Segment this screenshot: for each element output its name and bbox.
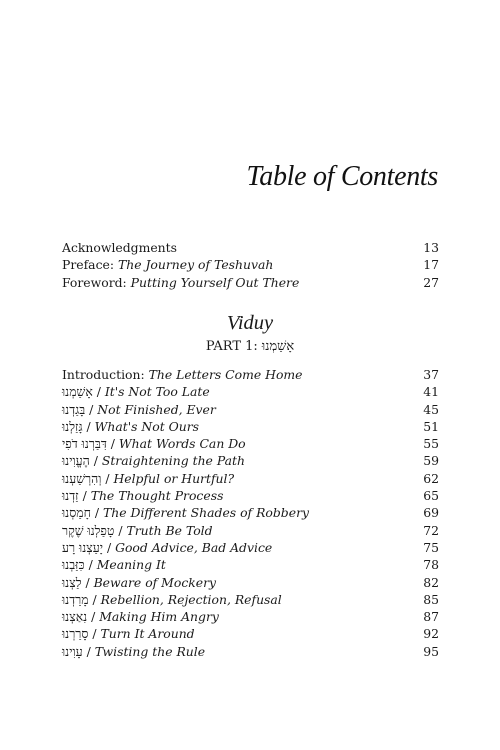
entry-hebrew: וְהִרְשַׁעְנוּ xyxy=(62,470,102,486)
entry-hebrew: גָּזַלְנוּ xyxy=(62,418,83,434)
entry-title: Truth Be Told xyxy=(126,522,213,538)
entry-hebrew: מָרַדְנוּ xyxy=(62,591,89,607)
page-number: 92 xyxy=(423,626,439,642)
entry-text xyxy=(62,574,216,591)
entry-text xyxy=(62,470,234,487)
toc-row[interactable] xyxy=(62,625,439,642)
entry-title: The Different Shades of Robbery xyxy=(103,505,309,521)
entry-separator: / xyxy=(78,488,91,504)
entry-text xyxy=(62,591,282,608)
entry-hebrew: הֶעֱוִינוּ xyxy=(62,453,90,469)
entry-title: Good Advice, Bad Advice xyxy=(115,539,273,555)
entry-hebrew: זַדְנוּ xyxy=(62,488,79,504)
entry-label: Preface: xyxy=(62,257,118,273)
toc-row[interactable] xyxy=(62,556,439,573)
page-number: 37 xyxy=(423,367,439,382)
page-number: 95 xyxy=(423,643,439,659)
entry-separator: / xyxy=(82,643,95,659)
entry-text xyxy=(62,608,219,625)
toc-row[interactable] xyxy=(62,574,439,591)
entry-title: Not Finished, Ever xyxy=(97,401,216,417)
entry-hebrew: טָפַלְנוּ שֶׁקֶר xyxy=(62,522,115,538)
toc-row[interactable] xyxy=(62,401,439,418)
toc-row[interactable] xyxy=(62,487,439,504)
entry-separator: / xyxy=(89,453,102,469)
entry-hebrew: סָרַרְנוּ xyxy=(62,626,89,642)
entry-hebrew: דִּבַּרְנוּ דֹפִי xyxy=(62,436,107,452)
entry-text xyxy=(62,366,303,383)
entry-separator: / xyxy=(87,609,100,625)
entry-hebrew: יָעַצְנוּ רָע xyxy=(62,539,103,555)
entry-title: What's Not Ours xyxy=(94,418,200,434)
entry-title: Straightening the Path xyxy=(101,453,245,469)
entry-text xyxy=(62,256,273,273)
entry-title: Making Him Angry xyxy=(99,609,219,625)
page-number: 72 xyxy=(423,522,439,538)
part-hebrew: אָשַׁמְנוּ xyxy=(261,339,295,354)
entry-label: Acknowledgments xyxy=(62,240,178,255)
page-number: 17 xyxy=(423,257,439,273)
entry-title: The Journey of Teshuvah xyxy=(117,257,274,273)
entry-hebrew: נִאַצְנוּ xyxy=(62,609,88,625)
section-title: Viduy xyxy=(226,312,274,334)
toc-row[interactable] xyxy=(62,643,439,660)
entry-text xyxy=(62,625,195,642)
entry-title: Rebellion, Rejection, Refusal xyxy=(100,591,282,607)
entry-separator: / xyxy=(103,539,116,555)
entry-text xyxy=(62,643,205,660)
viduy-entries-list xyxy=(62,366,439,660)
page-number: 69 xyxy=(423,505,439,521)
toc-row[interactable] xyxy=(62,522,439,539)
entry-text xyxy=(62,435,246,452)
entry-separator: / xyxy=(88,591,101,607)
entry-title: It's Not Too Late xyxy=(104,384,210,400)
page-number: 82 xyxy=(423,574,439,590)
toc-row[interactable] xyxy=(62,504,439,521)
toc-row[interactable] xyxy=(62,435,439,452)
page-number: 85 xyxy=(423,591,439,607)
entry-text xyxy=(62,401,216,418)
toc-row[interactable] xyxy=(62,470,439,487)
entry-text xyxy=(62,487,223,504)
toc-row[interactable] xyxy=(62,591,439,608)
page-number: 45 xyxy=(423,401,439,417)
entry-text xyxy=(62,274,299,291)
entry-separator: / xyxy=(85,401,98,417)
page-number: 65 xyxy=(423,488,439,504)
entry-text xyxy=(62,383,210,400)
entry-separator: / xyxy=(114,522,127,538)
entry-text xyxy=(62,239,177,256)
entry-separator: / xyxy=(106,436,119,452)
page-number: 13 xyxy=(423,240,439,255)
part-prefix: PART 1: xyxy=(205,339,262,354)
entry-prefix: Introduction: xyxy=(62,367,149,382)
entry-hebrew: עָוִינוּ xyxy=(62,643,83,659)
front-matter-list xyxy=(62,239,439,291)
part-title xyxy=(0,338,500,354)
entry-text xyxy=(62,504,309,521)
entry-title: The Thought Process xyxy=(90,488,224,504)
page-number: 59 xyxy=(423,453,439,469)
toc-row[interactable] xyxy=(62,452,439,469)
page-number: 62 xyxy=(423,470,439,486)
entry-text xyxy=(62,418,199,435)
page-number: 51 xyxy=(423,418,439,434)
entry-separator: / xyxy=(81,574,94,590)
toc-row[interactable] xyxy=(62,418,439,435)
entry-title: Twisting the Rule xyxy=(94,643,206,659)
toc-row[interactable] xyxy=(62,239,439,256)
toc-row[interactable] xyxy=(62,383,439,400)
entry-label: Foreword: xyxy=(62,274,131,290)
entry-text xyxy=(62,522,213,539)
toc-row[interactable] xyxy=(62,256,439,273)
page-number: 55 xyxy=(423,436,439,452)
entry-title: Turn It Around xyxy=(100,626,195,642)
entry-separator: / xyxy=(90,505,103,521)
entry-title: What Words Can Do xyxy=(118,436,246,452)
page-title: Table of Contents xyxy=(246,161,438,192)
entry-hebrew: כִּזַּבְנוּ xyxy=(62,557,85,573)
entry-separator: / xyxy=(84,557,97,573)
entry-hebrew: אָשַׁמְנוּ xyxy=(62,384,93,400)
entry-separator: / xyxy=(92,384,105,400)
entry-separator: / xyxy=(101,470,114,486)
entry-hebrew: לַצְנוּ xyxy=(62,574,82,590)
page-number: 41 xyxy=(423,384,439,400)
toc-row[interactable] xyxy=(62,539,439,556)
entry-hebrew: חָמַסְנוּ xyxy=(62,505,91,521)
toc-row[interactable] xyxy=(62,608,439,625)
toc-row[interactable] xyxy=(62,366,439,383)
entry-title: The Letters Come Home xyxy=(148,367,303,382)
page-number: 87 xyxy=(423,609,439,625)
page-number: 75 xyxy=(423,539,439,555)
entry-title: Beware of Mockery xyxy=(93,574,217,590)
entry-text xyxy=(62,556,166,573)
entry-text xyxy=(62,452,245,469)
entry-title: Putting Yourself Out There xyxy=(130,274,300,290)
entry-text xyxy=(62,539,272,556)
entry-hebrew: בָּגַדְנוּ xyxy=(62,401,86,417)
entry-separator: / xyxy=(82,418,95,434)
entry-title: Helpful or Hurtful? xyxy=(113,470,235,486)
entry-separator: / xyxy=(88,626,101,642)
toc-row[interactable] xyxy=(62,274,439,291)
page-number: 27 xyxy=(423,274,439,290)
page-number: 78 xyxy=(423,557,439,573)
entry-title: Meaning It xyxy=(96,557,166,573)
